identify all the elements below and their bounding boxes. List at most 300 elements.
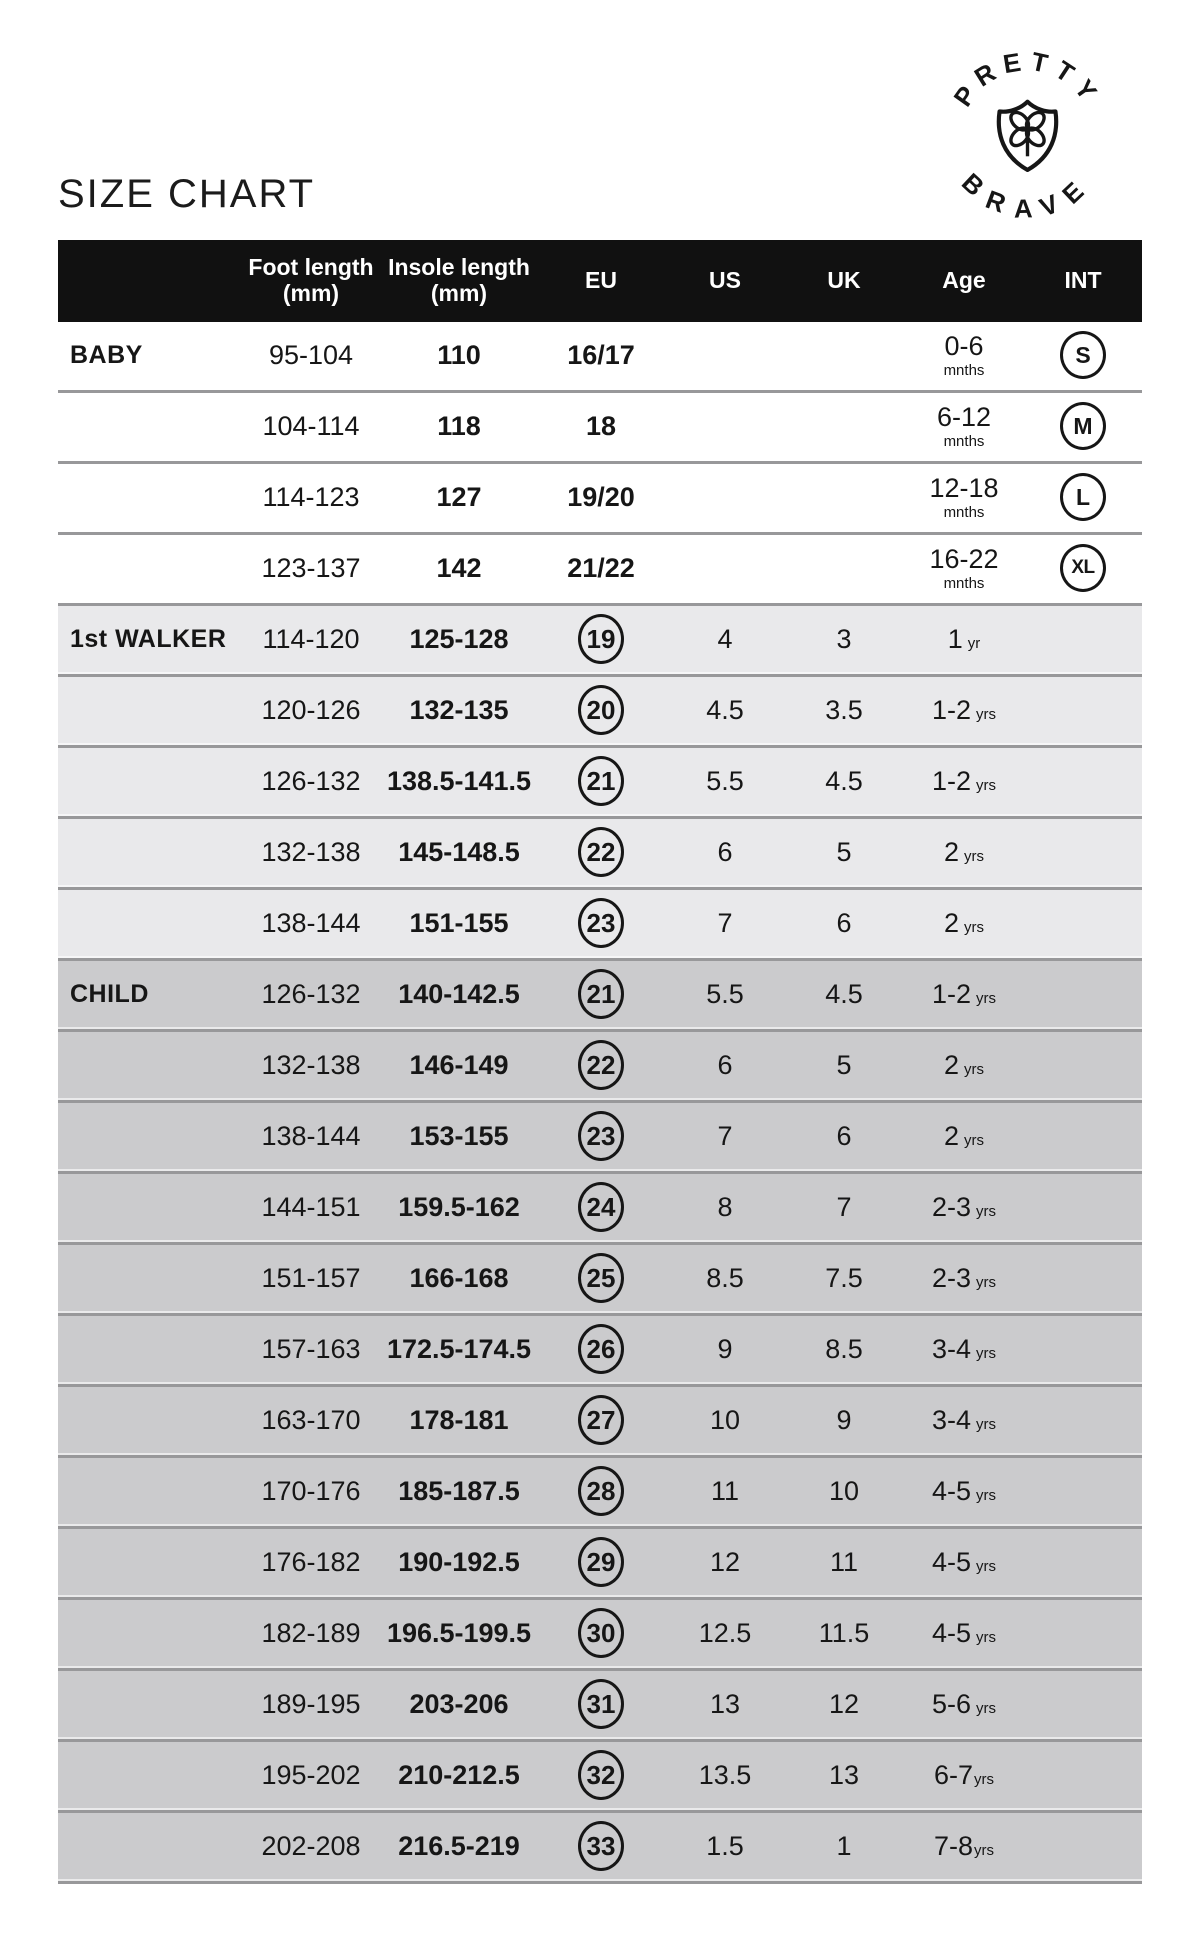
us-size-value: 8.5 bbox=[706, 1262, 744, 1293]
us-size-value: 4 bbox=[717, 623, 733, 654]
uk-size-cell bbox=[784, 1831, 904, 1862]
age-cell bbox=[904, 401, 1024, 450]
uk-size-value: 11.5 bbox=[818, 1617, 870, 1648]
eu-size-circle: 23 bbox=[578, 898, 624, 948]
table-row bbox=[58, 606, 1142, 672]
age-unit: yrs bbox=[974, 1770, 995, 1788]
us-size-cell bbox=[666, 1476, 784, 1507]
eu-size-circle: 21 bbox=[578, 969, 624, 1019]
column-header-label: Insole length bbox=[388, 254, 530, 281]
age-value bbox=[932, 1192, 996, 1222]
foot-length-value: 104-114 bbox=[262, 410, 360, 441]
insole-length-cell bbox=[382, 411, 536, 442]
uk-size-cell bbox=[784, 1263, 904, 1294]
uk-size-cell bbox=[784, 695, 904, 726]
table-header bbox=[58, 240, 1142, 322]
insole-length-cell bbox=[382, 695, 536, 726]
age-value bbox=[944, 837, 984, 867]
age-cell bbox=[904, 624, 1024, 655]
eu-size-cell bbox=[536, 1111, 666, 1161]
us-size-value: 6 bbox=[717, 836, 733, 867]
us-size-cell bbox=[666, 1831, 784, 1862]
age-number: 2-3 bbox=[931, 1191, 972, 1222]
age-number: 5-6 bbox=[931, 1688, 972, 1719]
foot-length-cell bbox=[240, 1831, 382, 1862]
age-cell bbox=[904, 766, 1024, 797]
insole-length-value: 203-206 bbox=[409, 1688, 509, 1719]
column-header-foot-length bbox=[240, 255, 382, 307]
age-cell bbox=[904, 1618, 1024, 1649]
foot-length-cell bbox=[240, 908, 382, 939]
table-row bbox=[58, 748, 1142, 814]
age-unit: yrs bbox=[964, 847, 985, 865]
foot-length-cell bbox=[240, 1121, 382, 1152]
eu-size-value: 19/20 bbox=[567, 481, 635, 512]
uk-size-value: 12 bbox=[828, 1688, 860, 1719]
flower-icon bbox=[1008, 109, 1048, 156]
table-row bbox=[58, 1174, 1142, 1240]
age-value bbox=[929, 472, 999, 521]
eu-size-cell bbox=[536, 411, 666, 442]
uk-size-value: 8.5 bbox=[825, 1333, 863, 1364]
insole-length-value: 146-149 bbox=[409, 1049, 509, 1080]
us-size-cell bbox=[666, 1547, 784, 1578]
table-row bbox=[58, 1529, 1142, 1595]
insole-length-cell bbox=[382, 1405, 536, 1436]
foot-length-value: 126-132 bbox=[261, 978, 361, 1009]
insole-length-value: 132-135 bbox=[409, 694, 509, 725]
insole-length-value: 110 bbox=[437, 339, 481, 370]
us-size-value: 7 bbox=[717, 907, 733, 938]
uk-size-value: 10 bbox=[828, 1475, 860, 1506]
age-cell bbox=[904, 1689, 1024, 1720]
insole-length-value: 140-142.5 bbox=[398, 978, 520, 1009]
age-cell bbox=[904, 1760, 1024, 1791]
eu-size-circle: 31 bbox=[578, 1679, 624, 1729]
foot-length-value: 114-123 bbox=[262, 481, 360, 512]
uk-size-value: 6 bbox=[836, 907, 852, 938]
us-size-value: 5.5 bbox=[706, 978, 744, 1009]
insole-length-cell bbox=[382, 1689, 536, 1720]
age-number: 6-12 bbox=[936, 401, 992, 432]
age-number: 1-2 bbox=[931, 978, 972, 1009]
age-unit: yrs bbox=[976, 1628, 997, 1646]
age-value bbox=[932, 1334, 996, 1364]
age-value bbox=[936, 401, 992, 450]
column-header-label: UK bbox=[827, 267, 861, 294]
column-header-label: INT bbox=[1064, 267, 1102, 294]
int-size-cell bbox=[1024, 331, 1142, 379]
table-row bbox=[58, 1032, 1142, 1098]
uk-size-cell bbox=[784, 908, 904, 939]
foot-length-cell bbox=[240, 766, 382, 797]
age-number: 1-2 bbox=[931, 765, 972, 796]
uk-size-cell bbox=[784, 837, 904, 868]
insole-length-value: 142 bbox=[436, 552, 482, 583]
foot-length-value: 126-132 bbox=[261, 765, 361, 796]
eu-size-cell bbox=[536, 1537, 666, 1587]
uk-size-cell bbox=[784, 1334, 904, 1365]
age-value bbox=[932, 1689, 996, 1719]
eu-size-cell bbox=[536, 1821, 666, 1871]
age-cell bbox=[904, 1831, 1024, 1862]
insole-length-value: 118 bbox=[437, 410, 481, 441]
foot-length-cell bbox=[240, 1618, 382, 1649]
uk-size-value: 3.5 bbox=[825, 694, 863, 725]
age-value bbox=[932, 1618, 996, 1648]
uk-size-cell bbox=[784, 1050, 904, 1081]
us-size-cell bbox=[666, 1618, 784, 1649]
age-value bbox=[932, 1405, 996, 1435]
us-size-value: 11 bbox=[710, 1475, 740, 1506]
uk-size-value: 5 bbox=[836, 1049, 852, 1080]
table-row bbox=[58, 1103, 1142, 1169]
insole-length-value: 216.5-219 bbox=[398, 1830, 520, 1861]
eu-size-circle: 21 bbox=[578, 756, 624, 806]
logo-text-top: PRETTY bbox=[947, 45, 1108, 112]
insole-length-cell bbox=[382, 1476, 536, 1507]
eu-size-cell bbox=[536, 685, 666, 735]
insole-length-value: 196.5-199.5 bbox=[386, 1617, 532, 1648]
section-label: 1st WALKER bbox=[70, 624, 227, 653]
page-title: SIZE CHART bbox=[58, 172, 316, 216]
age-unit: yrs bbox=[976, 1344, 997, 1362]
age-number: 1-2 bbox=[931, 694, 972, 725]
uk-size-cell bbox=[784, 1405, 904, 1436]
foot-length-value: 132-138 bbox=[261, 836, 361, 867]
foot-length-value: 138-144 bbox=[261, 1120, 361, 1151]
foot-length-value: 163-170 bbox=[261, 1404, 361, 1435]
int-size-cell bbox=[1024, 544, 1142, 592]
foot-length-cell bbox=[240, 1050, 382, 1081]
age-number: 16-22 bbox=[929, 543, 999, 574]
column-header-label: Foot length bbox=[248, 254, 374, 281]
foot-length-value: 189-195 bbox=[261, 1688, 361, 1719]
uk-size-value: 5 bbox=[836, 836, 852, 867]
insole-length-cell bbox=[382, 1547, 536, 1578]
uk-size-value: 13 bbox=[828, 1759, 860, 1790]
us-size-value: 12 bbox=[709, 1546, 741, 1577]
table-row bbox=[58, 961, 1142, 1027]
foot-length-cell bbox=[240, 1263, 382, 1294]
age-unit: yrs bbox=[964, 918, 985, 936]
us-size-value: 7 bbox=[717, 1120, 733, 1151]
table-row bbox=[58, 1458, 1142, 1524]
table-row bbox=[58, 322, 1142, 388]
table-row bbox=[58, 1387, 1142, 1453]
eu-size-circle: 26 bbox=[578, 1324, 624, 1374]
foot-length-cell bbox=[240, 553, 382, 584]
eu-size-cell bbox=[536, 1466, 666, 1516]
table-row bbox=[58, 1316, 1142, 1382]
age-unit: yrs bbox=[976, 1486, 997, 1504]
age-value bbox=[943, 330, 985, 379]
uk-size-value: 7.5 bbox=[825, 1262, 863, 1293]
eu-size-cell bbox=[536, 614, 666, 664]
us-size-cell bbox=[666, 695, 784, 726]
age-unit: mnths bbox=[943, 503, 985, 521]
age-number: 0-6 bbox=[944, 330, 984, 361]
table-row bbox=[58, 890, 1142, 956]
foot-length-value: 144-151 bbox=[261, 1191, 361, 1222]
age-number: 7-8 bbox=[933, 1830, 974, 1861]
insole-length-cell bbox=[382, 553, 536, 584]
age-unit: yrs bbox=[974, 1841, 995, 1859]
insole-length-cell bbox=[382, 766, 536, 797]
us-size-cell bbox=[666, 1334, 784, 1365]
age-cell bbox=[904, 330, 1024, 379]
eu-size-cell bbox=[536, 1750, 666, 1800]
insole-length-cell bbox=[382, 1618, 536, 1649]
foot-length-cell bbox=[240, 1476, 382, 1507]
foot-length-cell bbox=[240, 979, 382, 1010]
uk-size-value: 6 bbox=[836, 1120, 852, 1151]
column-header-age bbox=[904, 268, 1024, 294]
eu-size-circle: 23 bbox=[578, 1111, 624, 1161]
insole-length-value: 172.5-174.5 bbox=[386, 1333, 532, 1364]
age-cell bbox=[904, 1334, 1024, 1365]
insole-length-cell bbox=[382, 979, 536, 1010]
insole-length-cell bbox=[382, 340, 536, 371]
foot-length-value: 202-208 bbox=[261, 1830, 361, 1861]
age-unit: mnths bbox=[943, 574, 985, 592]
eu-size-circle: 28 bbox=[578, 1466, 624, 1516]
uk-size-cell bbox=[784, 766, 904, 797]
age-cell bbox=[904, 472, 1024, 521]
eu-size-circle: 29 bbox=[578, 1537, 624, 1587]
foot-length-value: 132-138 bbox=[261, 1049, 361, 1080]
eu-size-value: 16/17 bbox=[567, 339, 635, 370]
age-number: 1 bbox=[947, 623, 963, 654]
eu-size-cell bbox=[536, 1182, 666, 1232]
foot-length-cell bbox=[240, 1689, 382, 1720]
foot-length-cell bbox=[240, 411, 382, 442]
age-number: 2-3 bbox=[931, 1262, 972, 1293]
age-unit: yrs bbox=[976, 989, 997, 1007]
section-child bbox=[58, 961, 1142, 1884]
column-header-label: EU bbox=[585, 267, 617, 294]
section-baby bbox=[58, 322, 1142, 606]
age-unit: yrs bbox=[976, 1415, 997, 1433]
us-size-cell bbox=[666, 766, 784, 797]
int-size-cell bbox=[1024, 473, 1142, 521]
row-label-cell bbox=[58, 341, 240, 370]
us-size-cell bbox=[666, 1263, 784, 1294]
int-size-circle: XL bbox=[1060, 544, 1106, 592]
us-size-cell bbox=[666, 979, 784, 1010]
insole-length-cell bbox=[382, 482, 536, 513]
insole-length-cell bbox=[382, 1050, 536, 1081]
age-number: 2 bbox=[943, 1120, 960, 1151]
insole-length-cell bbox=[382, 1831, 536, 1862]
table-row bbox=[58, 1813, 1142, 1879]
eu-size-circle: 30 bbox=[578, 1608, 624, 1658]
uk-size-cell bbox=[784, 1476, 904, 1507]
age-unit: yrs bbox=[964, 1060, 985, 1078]
age-number: 6-7 bbox=[933, 1759, 974, 1790]
age-unit: yrs bbox=[976, 1202, 997, 1220]
age-cell bbox=[904, 1476, 1024, 1507]
age-cell bbox=[904, 1405, 1024, 1436]
age-value bbox=[932, 695, 996, 725]
column-header-sub: (mm) bbox=[430, 280, 488, 306]
age-cell bbox=[904, 908, 1024, 939]
age-unit: yrs bbox=[976, 1699, 997, 1717]
size-table bbox=[58, 240, 1142, 1884]
int-size-circle: S bbox=[1060, 331, 1106, 379]
foot-length-cell bbox=[240, 482, 382, 513]
insole-length-value: 210-212.5 bbox=[398, 1759, 520, 1790]
foot-length-value: 120-126 bbox=[261, 694, 361, 725]
eu-size-circle: 20 bbox=[578, 685, 624, 735]
uk-size-cell bbox=[784, 1760, 904, 1791]
int-size-cell bbox=[1024, 402, 1142, 450]
foot-length-cell bbox=[240, 1334, 382, 1365]
age-number: 3-4 bbox=[931, 1333, 972, 1364]
table-row bbox=[58, 535, 1142, 601]
foot-length-value: 157-163 bbox=[261, 1333, 361, 1364]
age-cell bbox=[904, 543, 1024, 592]
foot-length-cell bbox=[240, 1192, 382, 1223]
column-header-uk bbox=[784, 268, 904, 294]
column-header-us bbox=[666, 268, 784, 294]
uk-size-value: 3 bbox=[836, 623, 852, 654]
insole-length-cell bbox=[382, 624, 536, 655]
foot-length-value: 195-202 bbox=[261, 1759, 361, 1790]
age-cell bbox=[904, 695, 1024, 726]
age-cell bbox=[904, 1547, 1024, 1578]
eu-size-cell bbox=[536, 827, 666, 877]
age-value bbox=[932, 1547, 996, 1577]
eu-size-cell bbox=[536, 1040, 666, 1090]
column-header-label: Age bbox=[942, 267, 986, 294]
insole-length-value: 178-181 bbox=[409, 1404, 509, 1435]
int-size-circle: M bbox=[1060, 402, 1106, 450]
eu-size-cell bbox=[536, 482, 666, 513]
uk-size-cell bbox=[784, 1689, 904, 1720]
foot-length-cell bbox=[240, 340, 382, 371]
age-unit: mnths bbox=[943, 432, 985, 450]
age-number: 4-5 bbox=[931, 1617, 972, 1648]
age-unit: yrs bbox=[976, 776, 997, 794]
eu-size-cell bbox=[536, 1324, 666, 1374]
column-header-insole-length bbox=[382, 255, 536, 307]
foot-length-cell bbox=[240, 624, 382, 655]
insole-length-cell bbox=[382, 1334, 536, 1365]
us-size-value: 9 bbox=[717, 1333, 733, 1364]
insole-length-value: 185-187.5 bbox=[398, 1475, 520, 1506]
eu-size-value: 18 bbox=[585, 410, 617, 441]
age-unit: yr bbox=[967, 634, 981, 652]
insole-length-value: 159.5-162 bbox=[398, 1191, 520, 1222]
foot-length-cell bbox=[240, 837, 382, 868]
us-size-cell bbox=[666, 1689, 784, 1720]
age-number: 2 bbox=[943, 907, 960, 938]
us-size-value: 12.5 bbox=[698, 1617, 752, 1648]
insole-length-cell bbox=[382, 1192, 536, 1223]
age-unit: yrs bbox=[976, 1557, 997, 1575]
insole-length-cell bbox=[382, 1121, 536, 1152]
age-value bbox=[934, 1760, 994, 1790]
age-value bbox=[932, 1263, 996, 1293]
insole-length-value: 190-192.5 bbox=[398, 1546, 520, 1577]
us-size-value: 10 bbox=[709, 1404, 741, 1435]
uk-size-value: 1 bbox=[836, 1830, 852, 1861]
section-1st-walker bbox=[58, 606, 1142, 961]
table-row bbox=[58, 819, 1142, 885]
eu-size-circle: 32 bbox=[578, 1750, 624, 1800]
foot-length-value: 176-182 bbox=[261, 1546, 361, 1577]
age-value bbox=[934, 1831, 994, 1861]
us-size-value: 13.5 bbox=[698, 1759, 752, 1790]
age-number: 3-4 bbox=[931, 1404, 972, 1435]
insole-length-value: 153-155 bbox=[409, 1120, 509, 1151]
age-number: 4-5 bbox=[931, 1475, 972, 1506]
foot-length-cell bbox=[240, 1547, 382, 1578]
us-size-value: 1.5 bbox=[706, 1830, 744, 1861]
insole-length-cell bbox=[382, 908, 536, 939]
table-row bbox=[58, 1671, 1142, 1737]
int-size-circle: L bbox=[1060, 473, 1106, 521]
age-unit: yrs bbox=[976, 1273, 997, 1291]
us-size-cell bbox=[666, 624, 784, 655]
age-number: 4-5 bbox=[931, 1546, 972, 1577]
age-cell bbox=[904, 1263, 1024, 1294]
insole-length-cell bbox=[382, 1263, 536, 1294]
table-row bbox=[58, 464, 1142, 530]
eu-size-circle: 25 bbox=[578, 1253, 624, 1303]
us-size-cell bbox=[666, 1760, 784, 1791]
age-value bbox=[944, 908, 984, 938]
insole-length-value: 127 bbox=[436, 481, 482, 512]
eu-size-cell bbox=[536, 1395, 666, 1445]
table-row bbox=[58, 677, 1142, 743]
us-size-cell bbox=[666, 908, 784, 939]
eu-size-cell bbox=[536, 898, 666, 948]
row-label-cell bbox=[58, 625, 240, 654]
insole-length-value: 151-155 bbox=[409, 907, 509, 938]
row-label-cell bbox=[58, 980, 240, 1009]
table-row bbox=[58, 1600, 1142, 1666]
age-value bbox=[948, 624, 981, 654]
uk-size-value: 7 bbox=[836, 1191, 852, 1222]
us-size-value: 8 bbox=[717, 1191, 733, 1222]
eu-size-cell bbox=[536, 1679, 666, 1729]
eu-size-cell bbox=[536, 1253, 666, 1303]
age-number: 2 bbox=[943, 836, 960, 867]
uk-size-cell bbox=[784, 979, 904, 1010]
foot-length-value: 151-157 bbox=[261, 1262, 361, 1293]
eu-size-circle: 22 bbox=[578, 827, 624, 877]
age-value bbox=[932, 1476, 996, 1506]
foot-length-value: 138-144 bbox=[261, 907, 361, 938]
shield-icon bbox=[999, 102, 1056, 170]
age-cell bbox=[904, 1192, 1024, 1223]
foot-length-cell bbox=[240, 695, 382, 726]
age-cell bbox=[904, 837, 1024, 868]
us-size-value: 4.5 bbox=[706, 694, 744, 725]
age-value bbox=[932, 766, 996, 796]
age-cell bbox=[904, 1050, 1024, 1081]
uk-size-value: 4.5 bbox=[825, 765, 863, 796]
insole-length-value: 145-148.5 bbox=[398, 836, 520, 867]
age-cell bbox=[904, 1121, 1024, 1152]
row-divider bbox=[58, 1879, 1142, 1884]
table-row bbox=[58, 1245, 1142, 1311]
us-size-cell bbox=[666, 837, 784, 868]
uk-size-cell bbox=[784, 1121, 904, 1152]
foot-length-value: 123-137 bbox=[261, 552, 361, 583]
